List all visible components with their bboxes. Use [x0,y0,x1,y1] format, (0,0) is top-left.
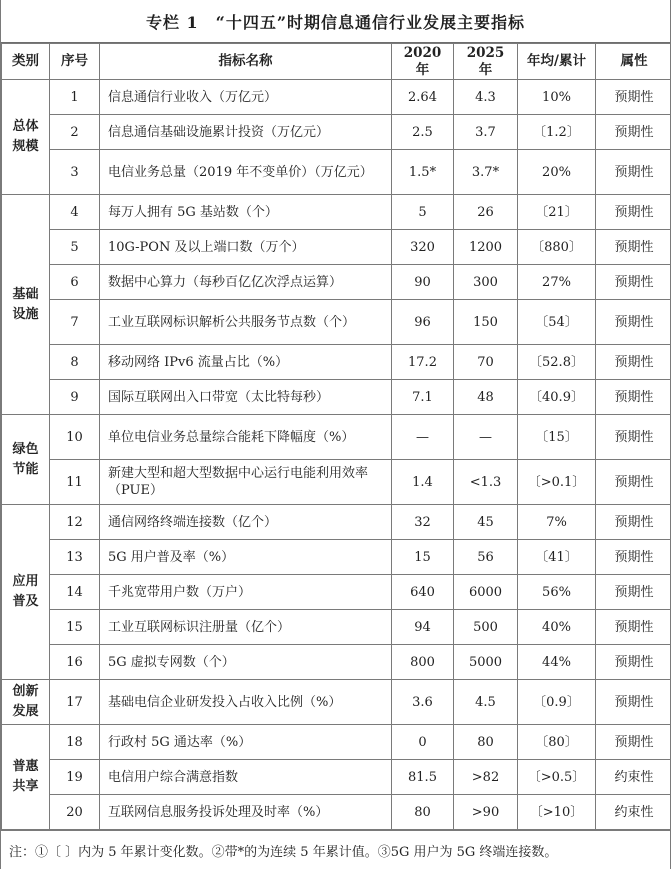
attribute-cell: 预期性 [596,195,671,230]
value-2025-cell: 1200 [454,230,518,265]
value-2025-cell: >82 [454,760,518,795]
table-row [2,645,671,680]
average-cell: 〔>0.5〕 [518,760,596,795]
table-row [2,345,671,380]
table-row [2,575,671,610]
average-cell: 〔21〕 [518,195,596,230]
header-category: 类别 [2,44,50,80]
value-2025-cell: 48 [454,380,518,415]
header-row [2,44,671,80]
indicator-name-cell: 电信用户综合满意指数 [100,760,392,795]
attribute-cell: 预期性 [596,115,671,150]
indicator-name-cell: 每万人拥有 5G 基站数（个） [100,195,392,230]
average-cell: 56% [518,575,596,610]
table-row [2,795,671,830]
value-2020-cell: 800 [392,645,454,680]
indicator-name-cell: 移动网络 IPv6 流量占比（%） [100,345,392,380]
attribute-cell: 预期性 [596,150,671,195]
average-cell: 40% [518,610,596,645]
indicator-name-cell: 通信网络终端连接数（亿个） [100,505,392,540]
table-row [2,80,671,115]
indicator-name-cell: 新建大型和超大型数据中心运行电能利用效率（PUE） [100,460,392,505]
header-2025: 2025 年 [454,44,518,80]
value-2020-cell: 5 [392,195,454,230]
row-number-cell: 10 [50,415,100,460]
attribute-cell: 预期性 [596,645,671,680]
attribute-cell: 预期性 [596,460,671,505]
value-2025-cell: 3.7 [454,115,518,150]
value-2025-cell: 26 [454,195,518,230]
row-number-cell: 2 [50,115,100,150]
attribute-cell: 预期性 [596,415,671,460]
attribute-cell: 预期性 [596,230,671,265]
attribute-cell: 预期性 [596,540,671,575]
attribute-cell: 约束性 [596,795,671,830]
average-cell: 〔52.8〕 [518,345,596,380]
value-2020-cell: 81.5 [392,760,454,795]
table-row [2,725,671,760]
indicator-table [1,43,671,830]
value-2020-cell: 17.2 [392,345,454,380]
value-2020-cell: 15 [392,540,454,575]
indicator-name-cell: 基础电信企业研发投入占收入比例（%） [100,680,392,725]
table-row [2,300,671,345]
value-2025-cell: 150 [454,300,518,345]
average-cell: 〔41〕 [518,540,596,575]
value-2025-cell: 300 [454,265,518,300]
row-number-cell: 17 [50,680,100,725]
average-cell: 〔80〕 [518,725,596,760]
indicator-name-cell: 信息通信行业收入（万亿元） [100,80,392,115]
header-number: 序号 [50,44,100,80]
value-2020-cell: 80 [392,795,454,830]
value-2025-cell: 500 [454,610,518,645]
value-2025-cell: 70 [454,345,518,380]
row-number-cell: 3 [50,150,100,195]
attribute-cell: 预期性 [596,380,671,415]
average-cell: 10% [518,80,596,115]
attribute-cell: 预期性 [596,265,671,300]
value-2020-cell: 90 [392,265,454,300]
value-2020-cell: 2.64 [392,80,454,115]
value-2020-cell: — [392,415,454,460]
value-2025-cell: 6000 [454,575,518,610]
header-average: 年均/累计 [518,44,596,80]
category-cell: 创新发展 [2,680,50,725]
indicator-name-cell: 数据中心算力（每秒百亿亿次浮点运算） [100,265,392,300]
average-cell: 〔880〕 [518,230,596,265]
value-2020-cell: 2.5 [392,115,454,150]
value-2025-cell: 45 [454,505,518,540]
average-cell: 〔15〕 [518,415,596,460]
table-row [2,460,671,505]
header-indicator-name: 指标名称 [100,44,392,80]
indicator-name-cell: 10G-PON 及以上端口数（万个） [100,230,392,265]
table-row [2,505,671,540]
indicator-name-cell: 信息通信基础设施累计投资（万亿元） [100,115,392,150]
attribute-cell: 预期性 [596,610,671,645]
indicator-name-cell: 单位电信业务总量综合能耗下降幅度（%） [100,415,392,460]
value-2020-cell: 1.5* [392,150,454,195]
row-number-cell: 14 [50,575,100,610]
category-cell: 基础设施 [2,195,50,415]
row-number-cell: 5 [50,230,100,265]
row-number-cell: 20 [50,795,100,830]
value-2020-cell: 3.6 [392,680,454,725]
indicator-name-cell: 电信业务总量（2019 年不变单价）（万亿元） [100,150,392,195]
average-cell: 〔54〕 [518,300,596,345]
row-number-cell: 13 [50,540,100,575]
row-number-cell: 15 [50,610,100,645]
table-row [2,265,671,300]
value-2025-cell: 3.7* [454,150,518,195]
row-number-cell: 4 [50,195,100,230]
attribute-cell: 预期性 [596,80,671,115]
indicator-name-cell: 千兆宽带用户数（万户） [100,575,392,610]
row-number-cell: 18 [50,725,100,760]
average-cell: 〔40.9〕 [518,380,596,415]
attribute-cell: 约束性 [596,760,671,795]
row-number-cell: 6 [50,265,100,300]
table-row [2,195,671,230]
value-2020-cell: 1.4 [392,460,454,505]
indicator-name-cell: 5G 虚拟专网数（个） [100,645,392,680]
value-2020-cell: 94 [392,610,454,645]
row-number-cell: 8 [50,345,100,380]
average-cell: 27% [518,265,596,300]
table-title: 专栏 1 “十四五”时期信息通信行业发展主要指标 [1,0,670,43]
average-cell: 44% [518,645,596,680]
value-2025-cell: 80 [454,725,518,760]
attribute-cell: 预期性 [596,680,671,725]
row-number-cell: 1 [50,80,100,115]
table-body [2,80,671,830]
attribute-cell: 预期性 [596,505,671,540]
attribute-cell: 预期性 [596,575,671,610]
value-2020-cell: 32 [392,505,454,540]
row-number-cell: 12 [50,505,100,540]
value-2020-cell: 320 [392,230,454,265]
average-cell: 〔1.2〕 [518,115,596,150]
value-2020-cell: 0 [392,725,454,760]
table-row [2,610,671,645]
category-cell: 普惠共享 [2,725,50,830]
table-row [2,760,671,795]
indicator-name-cell: 工业互联网标识解析公共服务节点数（个） [100,300,392,345]
category-cell: 总体规模 [2,80,50,195]
average-cell: 〔0.9〕 [518,680,596,725]
table-note: 注：①〔 〕内为 5 年累计变化数。②带*的为连续 5 年累计值。③5G 用户为 5G 终端连接数。 [1,830,670,869]
table-row [2,115,671,150]
header-attribute: 属性 [596,44,671,80]
value-2025-cell: >90 [454,795,518,830]
indicator-name-cell: 国际互联网出入口带宽（太比特每秒） [100,380,392,415]
table-row [2,415,671,460]
row-number-cell: 11 [50,460,100,505]
value-2025-cell: — [454,415,518,460]
value-2025-cell: 56 [454,540,518,575]
average-cell: 〔>0.1〕 [518,460,596,505]
value-2020-cell: 96 [392,300,454,345]
average-cell: 20% [518,150,596,195]
indicator-name-cell: 工业互联网标识注册量（亿个） [100,610,392,645]
indicator-name-cell: 行政村 5G 通达率（%） [100,725,392,760]
table-row [2,680,671,725]
value-2025-cell: 4.5 [454,680,518,725]
table-row [2,150,671,195]
average-cell: 〔>10〕 [518,795,596,830]
row-number-cell: 9 [50,380,100,415]
value-2020-cell: 640 [392,575,454,610]
indicator-name-cell: 5G 用户普及率（%） [100,540,392,575]
value-2025-cell: 5000 [454,645,518,680]
row-number-cell: 19 [50,760,100,795]
category-cell: 绿色节能 [2,415,50,505]
row-number-cell: 16 [50,645,100,680]
attribute-cell: 预期性 [596,300,671,345]
value-2025-cell: <1.3 [454,460,518,505]
category-cell: 应用普及 [2,505,50,680]
indicator-name-cell: 互联网信息服务投诉处理及时率（%） [100,795,392,830]
value-2025-cell: 4.3 [454,80,518,115]
value-2020-cell: 7.1 [392,380,454,415]
table-row [2,230,671,265]
average-cell: 7% [518,505,596,540]
attribute-cell: 预期性 [596,345,671,380]
table-row [2,540,671,575]
attribute-cell: 预期性 [596,725,671,760]
header-2020: 2020 年 [392,44,454,80]
table-row [2,380,671,415]
row-number-cell: 7 [50,300,100,345]
